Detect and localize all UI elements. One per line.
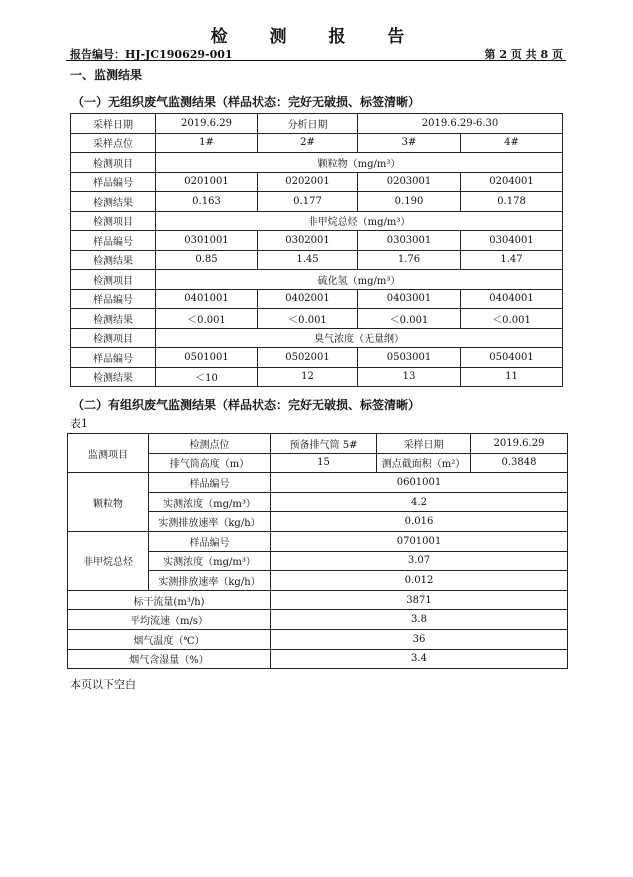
item-label: 检测项目 — [71, 153, 156, 173]
point: 1# — [156, 133, 258, 153]
sample-id: 0403001 — [358, 289, 461, 309]
sample-id: 0303001 — [358, 231, 461, 251]
table-row — [71, 270, 563, 290]
moisture-value: 3.4 — [271, 649, 568, 669]
result-value: 0.190 — [358, 192, 461, 212]
sample-label: 样品编号 — [71, 348, 156, 368]
date-label: 采样日期 — [377, 434, 471, 454]
result-value: 0.178 — [461, 192, 563, 212]
flow-value: 3871 — [271, 590, 568, 610]
emission-rate-value: 0.016 — [271, 512, 568, 532]
table-row — [68, 629, 568, 649]
pm-label: 颗粒物 — [68, 473, 149, 532]
sample-label: 样品编号 — [71, 289, 156, 309]
table-row — [71, 114, 563, 134]
result-value: 0.85 — [156, 250, 258, 270]
sample-id: 0204001 — [461, 172, 563, 192]
header-divider — [66, 60, 566, 61]
cross-section-label: 测点截面积（m²） — [377, 453, 471, 473]
item-label: 检测项目 — [71, 328, 156, 348]
result-value: ＜10 — [156, 367, 258, 387]
table-label: 表1 — [70, 417, 88, 430]
concentration-value: 4.2 — [271, 492, 568, 512]
emission-rate-value: 0.012 — [271, 571, 568, 591]
result-label: 检测结果 — [71, 309, 156, 329]
point-value: 预备排气筒 5# — [271, 434, 377, 454]
sample-id: 0504001 — [461, 348, 563, 368]
table-row — [71, 133, 563, 153]
sample-id: 0302001 — [258, 231, 358, 251]
analysis-date-label: 分析日期 — [258, 114, 358, 134]
table-row — [71, 192, 563, 212]
sample-id: 0503001 — [358, 348, 461, 368]
point: 2# — [258, 133, 358, 153]
document-title: 检 测 报 告 — [210, 27, 423, 47]
table-row — [71, 289, 563, 309]
sample-id: 0601001 — [271, 473, 568, 493]
table-row — [71, 172, 563, 192]
result-value: 0.163 — [156, 192, 258, 212]
section-title: 一、监测结果 — [70, 68, 143, 82]
moisture-label: 烟气含湿量（%） — [68, 649, 271, 669]
concentration-value: 3.07 — [271, 551, 568, 571]
test-item: 臭气浓度（无量纲） — [156, 328, 563, 348]
test-item: 非甲烷总烃（mg/m³） — [156, 211, 563, 231]
result-value: 1.76 — [358, 250, 461, 270]
result-label: 检测结果 — [71, 192, 156, 212]
item-label: 检测项目 — [71, 211, 156, 231]
sampling-date-label: 采样日期 — [71, 114, 156, 134]
result-value: 1.47 — [461, 250, 563, 270]
result-value: ＜0.001 — [461, 309, 563, 329]
cross-section-value: 0.3848 — [471, 453, 568, 473]
sample-id: 0401001 — [156, 289, 258, 309]
result-value: ＜0.001 — [358, 309, 461, 329]
unorganized-emission-table — [70, 113, 563, 387]
table-row — [71, 348, 563, 368]
temperature-value: 36 — [271, 629, 568, 649]
table-row — [68, 473, 568, 493]
point-label: 采样点位 — [71, 133, 156, 153]
table-row — [68, 610, 568, 630]
result-value: 13 — [358, 367, 461, 387]
table-row — [68, 649, 568, 669]
sample-id: 0404001 — [461, 289, 563, 309]
test-item: 颗粒物（mg/m³） — [156, 153, 563, 173]
table-row — [71, 250, 563, 270]
page-footer-note: 本页以下空白 — [70, 678, 136, 691]
result-value: 0.177 — [258, 192, 358, 212]
result-value: 11 — [461, 367, 563, 387]
result-value: 1.45 — [258, 250, 358, 270]
emission-rate-label: 实测排放速率（kg/h） — [149, 571, 271, 591]
temperature-label: 烟气温度（℃） — [68, 629, 271, 649]
table-row — [71, 231, 563, 251]
sample-id: 0301001 — [156, 231, 258, 251]
table-row — [71, 328, 563, 348]
sample-label: 样品编号 — [71, 172, 156, 192]
test-item: 硫化氢（mg/m³） — [156, 270, 563, 290]
sample-id: 0502001 — [258, 348, 358, 368]
velocity-label: 平均流速（m/s） — [68, 610, 271, 630]
point: 4# — [461, 133, 563, 153]
concentration-label: 实测浓度（mg/m³） — [149, 551, 271, 571]
result-value: ＜0.001 — [258, 309, 358, 329]
table-row — [71, 153, 563, 173]
table-row — [71, 211, 563, 231]
table-row — [68, 434, 568, 454]
stack-height-value: 15 — [271, 453, 377, 473]
sample-label: 样品编号 — [149, 531, 271, 551]
monitor-item-label: 监测项目 — [68, 434, 149, 473]
result-label: 检测结果 — [71, 367, 156, 387]
stack-height-label: 排气筒高度（m） — [149, 453, 271, 473]
result-value: ＜0.001 — [156, 309, 258, 329]
nmhc-label: 非甲烷总烃 — [68, 531, 149, 590]
point-label: 检测点位 — [149, 434, 271, 454]
emission-rate-label: 实测排放速率（kg/h） — [149, 512, 271, 532]
subsection-1-title: （一）无组织废气监测结果（样品状态：完好无破损、标签清晰） — [72, 95, 421, 109]
table-row — [71, 367, 563, 387]
date-value: 2019.6.29 — [471, 434, 568, 454]
organized-emission-table — [67, 433, 568, 669]
item-label: 检测项目 — [71, 270, 156, 290]
sample-id: 0701001 — [271, 531, 568, 551]
table-row — [71, 309, 563, 329]
report-number: 报告编号：HJ-JC190629-001 — [70, 48, 233, 61]
sample-id: 0201001 — [156, 172, 258, 192]
point: 3# — [358, 133, 461, 153]
result-label: 检测结果 — [71, 250, 156, 270]
sampling-date: 2019.6.29 — [156, 114, 258, 134]
sample-id: 0202001 — [258, 172, 358, 192]
page-info: 第 2 页 共 8 页 — [484, 48, 563, 61]
sample-id: 0402001 — [258, 289, 358, 309]
sample-label: 样品编号 — [71, 231, 156, 251]
subsection-2-title: （二）有组织废气监测结果（样品状态：完好无破损、标签清晰） — [72, 398, 421, 412]
sample-id: 0501001 — [156, 348, 258, 368]
concentration-label: 实测浓度（mg/m³） — [149, 492, 271, 512]
sample-label: 样品编号 — [149, 473, 271, 493]
analysis-date: 2019.6.29-6.30 — [358, 114, 563, 134]
sample-id: 0203001 — [358, 172, 461, 192]
sample-id: 0304001 — [461, 231, 563, 251]
table-row — [68, 590, 568, 610]
flow-label: 标干流量(m³/h) — [68, 590, 271, 610]
table-row — [68, 531, 568, 551]
velocity-value: 3.8 — [271, 610, 568, 630]
result-value: 12 — [258, 367, 358, 387]
